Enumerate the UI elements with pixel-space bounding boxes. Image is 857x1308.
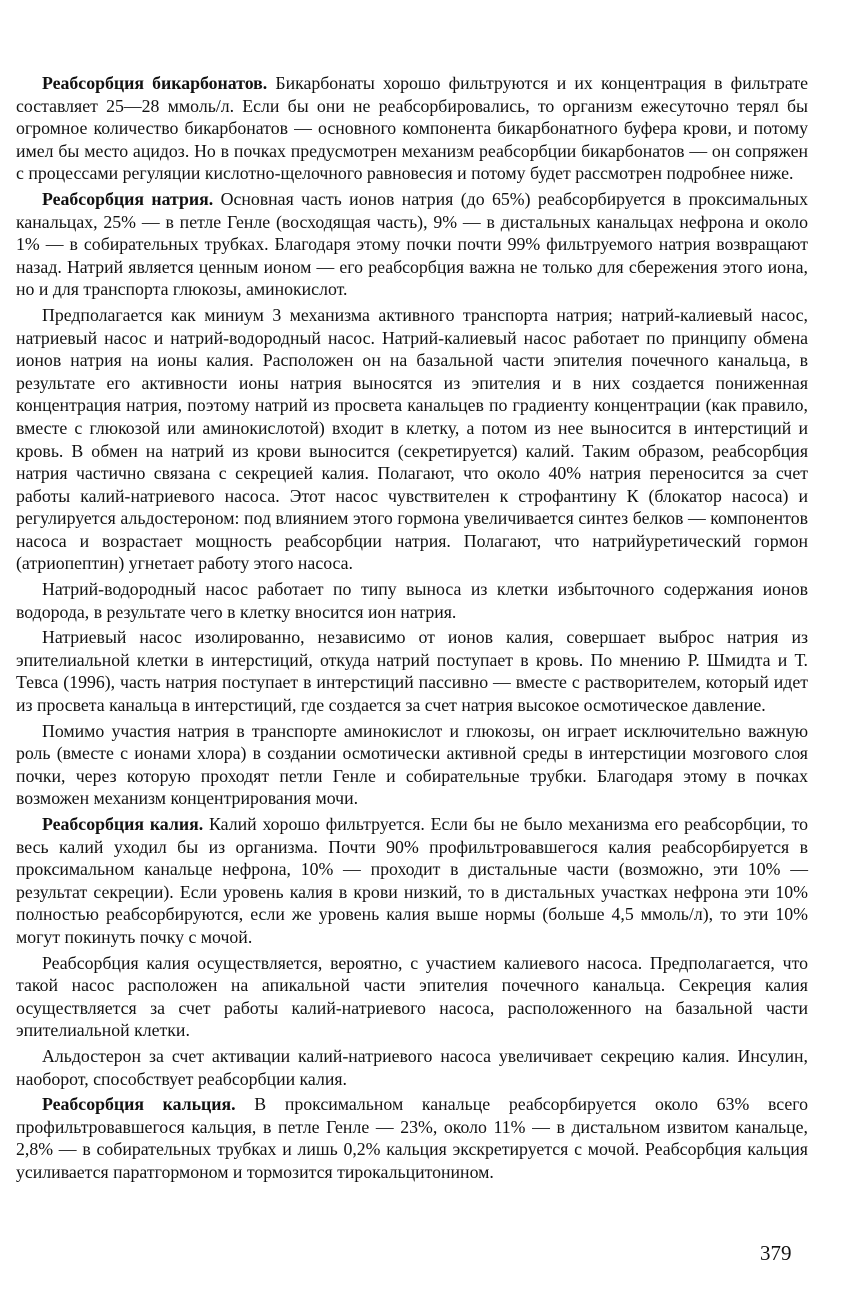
paragraph-aldosterone bbox=[16, 1045, 808, 1090]
paragraph-bicarbonate bbox=[16, 72, 808, 185]
paragraph-sodium bbox=[16, 188, 808, 301]
paragraph-text: Помимо участия натрия в транспорте аминокислот и глюкозы, он играет исключительно важную роль (вместе с ионами хлора) в создании осмотически активной среды в интерстиции мозгового слоя почки, через которую проходят петли Генле и собирательные трубки. Благодаря этому в почках возможен механизм концентрирования мочи. bbox=[16, 720, 808, 809]
page-number: 379 bbox=[760, 1241, 792, 1265]
paragraph-calcium bbox=[16, 1093, 808, 1183]
paragraph-text: Бикарбонаты хорошо фильтруются и их концентрация в фильтрате составляет 25—28 ммоль/л. Если бы они не реабсорбировались, то организм ежесуточно терял бы огромное количество бикарбонатов — основного компонента бикарбонатного буфера крови, и потому имел бы место ацидоз. Но в почках предусмотрен механизм реабсорбции бикарбонатов — он сопряжен с процессами регуляции кислотно-щелочного равновесия и потому будет рассмотрен подробнее ниже. bbox=[16, 73, 808, 184]
paragraph-sodium-pump bbox=[16, 626, 808, 716]
paragraph-sodium-osmotic bbox=[16, 720, 808, 810]
paragraph-text: Натрий-водородный насос работает по типу выноса из клетки избыточного содержания ионов водорода, в результате чего в клетку вносится ион натрия. bbox=[16, 579, 808, 622]
heading-bicarbonate: Реабсорбция бикарбонатов. bbox=[42, 73, 268, 93]
paragraph-text: Натриевый насос изолированно, независимо от ионов калия, совершает выброс натрия из эпителиальной клетки в интерстиций, откуда натрий поступает в кровь. По мнению Р. Шмидта и Т. Тевса (1996), часть натрия поступает в интерстиций пассивно — вместе с растворителем, который идет из просвета канальца в интерстиций, где создается за счет натрия высокое осмотическое давление. bbox=[16, 627, 808, 716]
paragraph-text: Основная часть ионов натрия (до 65%) реабсорбируется в проксимальных канальцах, 25% — в петле Генле (восходящая часть), 9% — в дистальных канальцах нефрона и около 1% — в собирательных трубках. Благодаря этому почки почти 99% фильтруемого натрия возвращают назад. Натрий является ценным ионом — его реабсорбция важна не только для сбережения этого иона, но и для транспорта глюкозы, аминокислот. bbox=[16, 188, 808, 300]
page-text bbox=[16, 72, 808, 1187]
heading-potassium: Реабсорбция калия. bbox=[42, 814, 204, 834]
heading-sodium: Реабсорбция натрия. bbox=[42, 188, 214, 209]
paragraph-text: Реабсорбция калия осуществляется, вероятно, с участием калиевого насоса. Предполагается, что такой насос расположен на апикальной части эпителия почечного канальца. Секреция калия осуществляется за счет работы калий-натриевого насоса, расположенного на базальной части эпителиальной клетки. bbox=[16, 952, 808, 1041]
paragraph-potassium-pump bbox=[16, 952, 808, 1042]
paragraph-text: Альдостерон за счет активации калий-натриевого насоса увеличивает секрецию калия. Инсулин, наоборот, способствует реабсорбции калия. bbox=[16, 1045, 808, 1089]
paragraph-text: Предполагается как миниум 3 механизма активного транспорта натрия; натрий-калиевый насос, натриевый насос и натрий-водородный насос. Натрий-калиевый насос работает по принципу обмена ионов натрия на ионы калия. Расположен он на базальной части эпителия почечного канальца, в результате его активности ионы натрия выносятся из эпителия и в них создается пониженная концентрация натрия, поэтому натрий из просвета канальцев по градиенту концентрации (как правило, вместе с глюкозой или аминокислотой) входит в клетку, а потом из нее выносится в интерстиций и кровь. В обмен на натрий из крови выносится (секретируется) калий. Таким образом, реабсорбция натрия частично связана с секрецией калия. Полагают, что около 40% натрия переносится за счет работы калий-натриевого насоса. Этот насос чувствителен к строфантину К (блокатор насоса) и регулируется альдостероном: под влиянием этого гормона увеличивается синтез белков — компонентов насоса и возрастает мощность реабсорбции натрия. Полагают, что натрийуретический гормон (атриопептин) угнетает работу этого насоса. bbox=[16, 304, 808, 574]
paragraph-sodium-hydrogen-pump bbox=[16, 578, 808, 623]
paragraph-potassium bbox=[16, 813, 808, 949]
heading-calcium: Реабсорбция кальция. bbox=[42, 1094, 236, 1115]
paragraph-text: Калий хорошо фильтруется. Если бы не было механизма его реабсорбции, то весь калий уходил бы из организма. Почти 90% профильтровавшегося калия реабсорбируется в проксимальном канальце нефрона, 10% — проходит в дистальные части (возможно, эти 10% — результат секреции). Если уровень калия в крови низкий, то в дистальных участках нефрона эти 10% полностью реабсорбируются, если же уровень калия выше нормы (больше 4,5 ммоль/л), то эти 10% могут покинуть почку с мочой. bbox=[16, 814, 809, 947]
paragraph-text: В проксимальном канальце реабсорбируется около 63% всего профильтровавшегося кальция, в петле Генле — 23%, около 11% — в дистальном извитом канальце, 2,8% — в собирательных трубках и лишь 0,2% кальция экскретируется с мочой. Реабсорбция кальция усиливается паратгормоном и тормозится тирокальцитонином. bbox=[16, 1094, 808, 1182]
paragraph-sodium-mechanisms bbox=[16, 304, 808, 575]
